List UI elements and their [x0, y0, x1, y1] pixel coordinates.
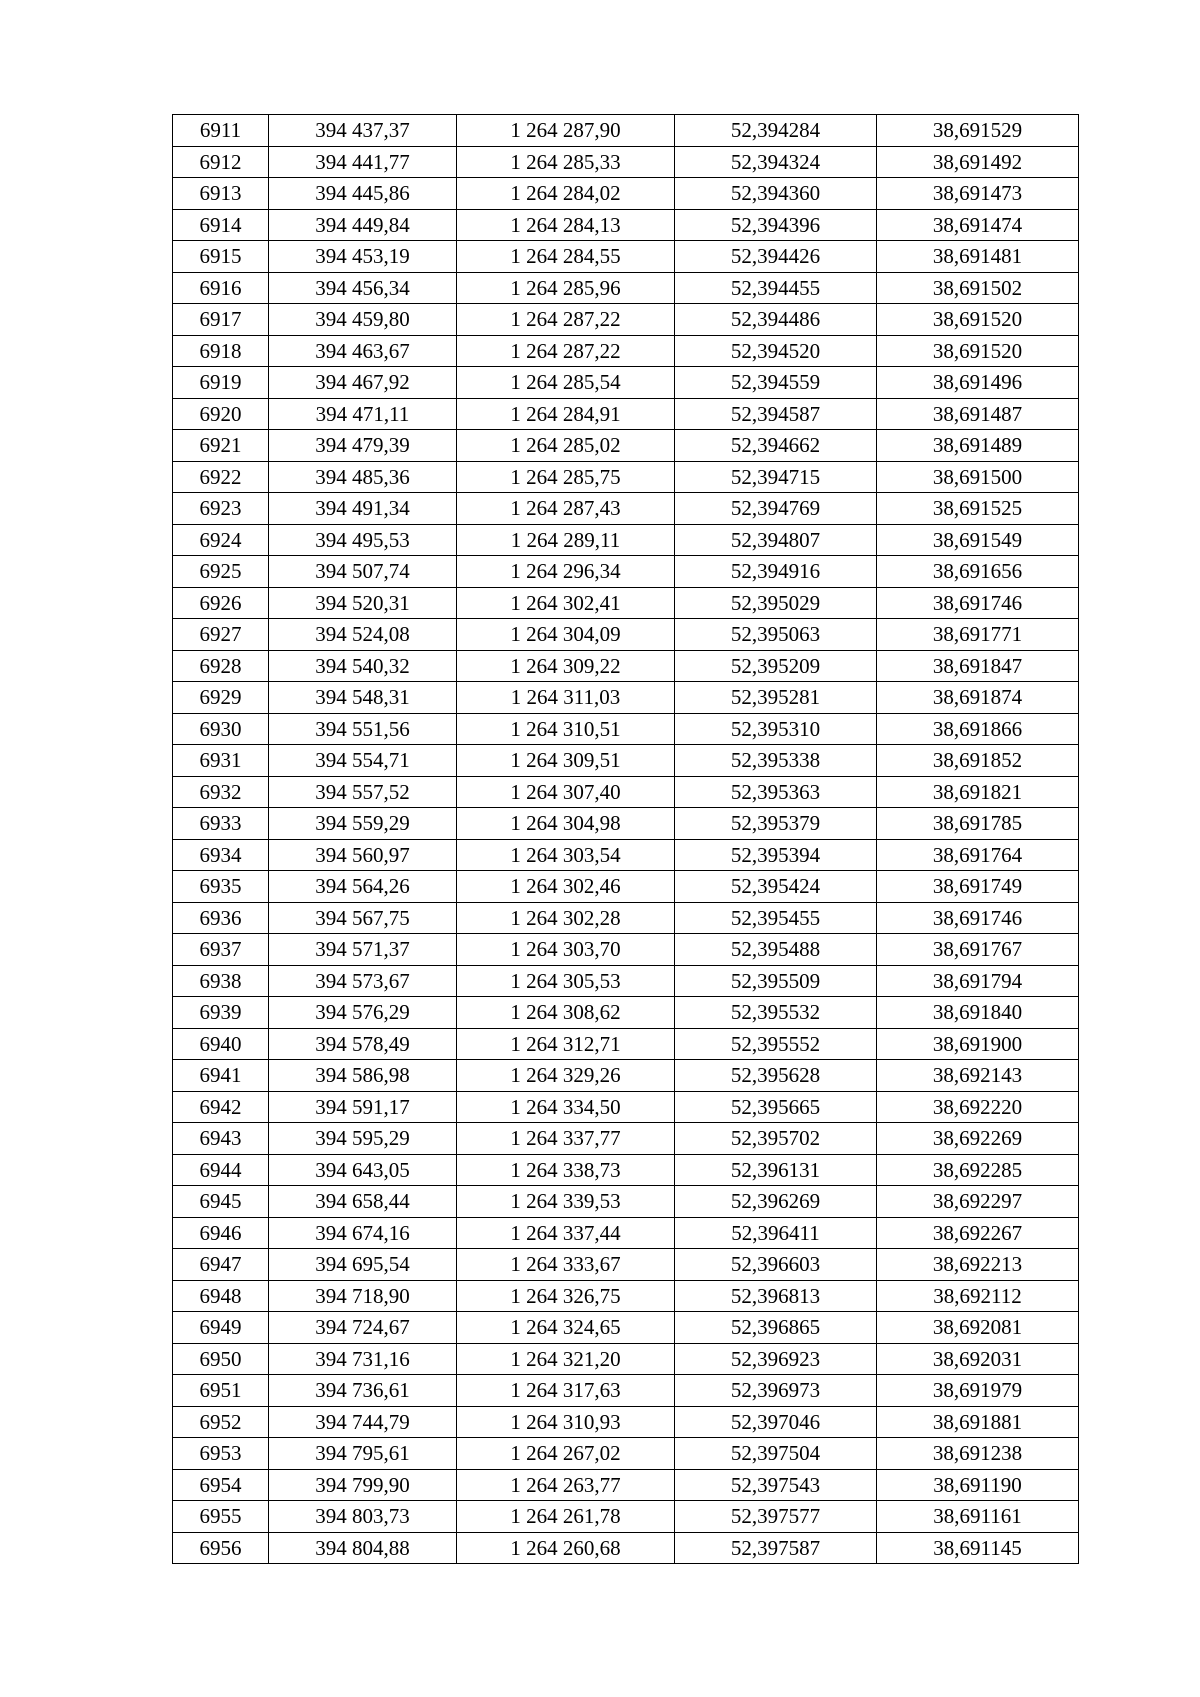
point-number-cell: 6917	[173, 304, 269, 336]
y-coordinate-cell: 1 264 326,75	[457, 1280, 675, 1312]
point-number-cell: 6930	[173, 713, 269, 745]
y-coordinate-cell: 1 264 303,70	[457, 934, 675, 966]
longitude-cell: 38,691481	[877, 241, 1079, 273]
longitude-cell: 38,691502	[877, 272, 1079, 304]
latitude-cell: 52,397504	[675, 1438, 877, 1470]
x-coordinate-cell: 394 573,67	[269, 965, 457, 997]
latitude-cell: 52,395338	[675, 745, 877, 777]
table-row	[173, 1249, 1079, 1281]
y-coordinate-cell: 1 264 337,77	[457, 1123, 675, 1155]
y-coordinate-cell: 1 264 285,54	[457, 367, 675, 399]
longitude-cell: 38,691238	[877, 1438, 1079, 1470]
latitude-cell: 52,394559	[675, 367, 877, 399]
point-number-cell: 6938	[173, 965, 269, 997]
coordinates-table	[172, 114, 1079, 1564]
y-coordinate-cell: 1 264 329,26	[457, 1060, 675, 1092]
coordinates-table-body	[173, 115, 1079, 1564]
point-number-cell: 6914	[173, 209, 269, 241]
x-coordinate-cell: 394 449,84	[269, 209, 457, 241]
table-row	[173, 965, 1079, 997]
y-coordinate-cell: 1 264 261,78	[457, 1501, 675, 1533]
longitude-cell: 38,692031	[877, 1343, 1079, 1375]
y-coordinate-cell: 1 264 287,22	[457, 335, 675, 367]
latitude-cell: 52,394520	[675, 335, 877, 367]
table-row	[173, 902, 1079, 934]
table-row	[173, 650, 1079, 682]
point-number-cell: 6945	[173, 1186, 269, 1218]
longitude-cell: 38,691900	[877, 1028, 1079, 1060]
table-row	[173, 556, 1079, 588]
table-row	[173, 178, 1079, 210]
longitude-cell: 38,691794	[877, 965, 1079, 997]
y-coordinate-cell: 1 264 302,46	[457, 871, 675, 903]
longitude-cell: 38,691492	[877, 146, 1079, 178]
point-number-cell: 6929	[173, 682, 269, 714]
table-row	[173, 241, 1079, 273]
table-row	[173, 1060, 1079, 1092]
y-coordinate-cell: 1 264 284,02	[457, 178, 675, 210]
point-number-cell: 6920	[173, 398, 269, 430]
x-coordinate-cell: 394 799,90	[269, 1469, 457, 1501]
x-coordinate-cell: 394 674,16	[269, 1217, 457, 1249]
y-coordinate-cell: 1 264 285,96	[457, 272, 675, 304]
latitude-cell: 52,395509	[675, 965, 877, 997]
latitude-cell: 52,397543	[675, 1469, 877, 1501]
longitude-cell: 38,691520	[877, 335, 1079, 367]
x-coordinate-cell: 394 445,86	[269, 178, 457, 210]
point-number-cell: 6946	[173, 1217, 269, 1249]
x-coordinate-cell: 394 467,92	[269, 367, 457, 399]
table-row	[173, 871, 1079, 903]
x-coordinate-cell: 394 795,61	[269, 1438, 457, 1470]
table-row	[173, 713, 1079, 745]
table-row	[173, 1532, 1079, 1564]
latitude-cell: 52,396131	[675, 1154, 877, 1186]
table-row	[173, 209, 1079, 241]
y-coordinate-cell: 1 264 310,93	[457, 1406, 675, 1438]
point-number-cell: 6942	[173, 1091, 269, 1123]
table-row	[173, 115, 1079, 147]
latitude-cell: 52,394455	[675, 272, 877, 304]
point-number-cell: 6921	[173, 430, 269, 462]
point-number-cell: 6923	[173, 493, 269, 525]
y-coordinate-cell: 1 264 260,68	[457, 1532, 675, 1564]
latitude-cell: 52,394769	[675, 493, 877, 525]
y-coordinate-cell: 1 264 302,41	[457, 587, 675, 619]
point-number-cell: 6919	[173, 367, 269, 399]
table-row	[173, 272, 1079, 304]
longitude-cell: 38,691473	[877, 178, 1079, 210]
x-coordinate-cell: 394 548,31	[269, 682, 457, 714]
point-number-cell: 6952	[173, 1406, 269, 1438]
table-row	[173, 1091, 1079, 1123]
point-number-cell: 6955	[173, 1501, 269, 1533]
table-row	[173, 776, 1079, 808]
longitude-cell: 38,691771	[877, 619, 1079, 651]
longitude-cell: 38,692081	[877, 1312, 1079, 1344]
point-number-cell: 6941	[173, 1060, 269, 1092]
table-row	[173, 1154, 1079, 1186]
point-number-cell: 6936	[173, 902, 269, 934]
point-number-cell: 6949	[173, 1312, 269, 1344]
y-coordinate-cell: 1 264 338,73	[457, 1154, 675, 1186]
point-number-cell: 6924	[173, 524, 269, 556]
y-coordinate-cell: 1 264 285,02	[457, 430, 675, 462]
latitude-cell: 52,394715	[675, 461, 877, 493]
table-row	[173, 335, 1079, 367]
point-number-cell: 6953	[173, 1438, 269, 1470]
y-coordinate-cell: 1 264 310,51	[457, 713, 675, 745]
table-row	[173, 1406, 1079, 1438]
longitude-cell: 38,692267	[877, 1217, 1079, 1249]
longitude-cell: 38,691529	[877, 115, 1079, 147]
x-coordinate-cell: 394 437,37	[269, 115, 457, 147]
point-number-cell: 6916	[173, 272, 269, 304]
y-coordinate-cell: 1 264 339,53	[457, 1186, 675, 1218]
latitude-cell: 52,396813	[675, 1280, 877, 1312]
x-coordinate-cell: 394 724,67	[269, 1312, 457, 1344]
table-row	[173, 367, 1079, 399]
point-number-cell: 6940	[173, 1028, 269, 1060]
table-row	[173, 997, 1079, 1029]
x-coordinate-cell: 394 491,34	[269, 493, 457, 525]
latitude-cell: 52,394807	[675, 524, 877, 556]
latitude-cell: 52,395363	[675, 776, 877, 808]
y-coordinate-cell: 1 264 303,54	[457, 839, 675, 871]
y-coordinate-cell: 1 264 289,11	[457, 524, 675, 556]
x-coordinate-cell: 394 463,67	[269, 335, 457, 367]
latitude-cell: 52,395281	[675, 682, 877, 714]
table-row	[173, 1501, 1079, 1533]
y-coordinate-cell: 1 264 284,13	[457, 209, 675, 241]
table-row	[173, 1343, 1079, 1375]
longitude-cell: 38,691549	[877, 524, 1079, 556]
latitude-cell: 52,395379	[675, 808, 877, 840]
point-number-cell: 6915	[173, 241, 269, 273]
point-number-cell: 6944	[173, 1154, 269, 1186]
longitude-cell: 38,691520	[877, 304, 1079, 336]
longitude-cell: 38,691145	[877, 1532, 1079, 1564]
longitude-cell: 38,692112	[877, 1280, 1079, 1312]
x-coordinate-cell: 394 731,16	[269, 1343, 457, 1375]
point-number-cell: 6913	[173, 178, 269, 210]
longitude-cell: 38,691525	[877, 493, 1079, 525]
point-number-cell: 6933	[173, 808, 269, 840]
longitude-cell: 38,691764	[877, 839, 1079, 871]
y-coordinate-cell: 1 264 304,09	[457, 619, 675, 651]
y-coordinate-cell: 1 264 304,98	[457, 808, 675, 840]
y-coordinate-cell: 1 264 337,44	[457, 1217, 675, 1249]
table-row	[173, 1438, 1079, 1470]
x-coordinate-cell: 394 551,56	[269, 713, 457, 745]
longitude-cell: 38,691161	[877, 1501, 1079, 1533]
x-coordinate-cell: 394 479,39	[269, 430, 457, 462]
y-coordinate-cell: 1 264 267,02	[457, 1438, 675, 1470]
longitude-cell: 38,691852	[877, 745, 1079, 777]
table-row	[173, 1123, 1079, 1155]
latitude-cell: 52,395628	[675, 1060, 877, 1092]
x-coordinate-cell: 394 554,71	[269, 745, 457, 777]
x-coordinate-cell: 394 453,19	[269, 241, 457, 273]
point-number-cell: 6935	[173, 871, 269, 903]
point-number-cell: 6912	[173, 146, 269, 178]
x-coordinate-cell: 394 507,74	[269, 556, 457, 588]
table-row	[173, 1028, 1079, 1060]
longitude-cell: 38,692213	[877, 1249, 1079, 1281]
x-coordinate-cell: 394 520,31	[269, 587, 457, 619]
x-coordinate-cell: 394 540,32	[269, 650, 457, 682]
longitude-cell: 38,691785	[877, 808, 1079, 840]
point-number-cell: 6925	[173, 556, 269, 588]
table-row	[173, 493, 1079, 525]
longitude-cell: 38,692297	[877, 1186, 1079, 1218]
x-coordinate-cell: 394 595,29	[269, 1123, 457, 1155]
x-coordinate-cell: 394 524,08	[269, 619, 457, 651]
table-row	[173, 1469, 1079, 1501]
longitude-cell: 38,691881	[877, 1406, 1079, 1438]
longitude-cell: 38,691866	[877, 713, 1079, 745]
longitude-cell: 38,691840	[877, 997, 1079, 1029]
table-row	[173, 934, 1079, 966]
latitude-cell: 52,396973	[675, 1375, 877, 1407]
point-number-cell: 6954	[173, 1469, 269, 1501]
longitude-cell: 38,692285	[877, 1154, 1079, 1186]
x-coordinate-cell: 394 576,29	[269, 997, 457, 1029]
longitude-cell: 38,692269	[877, 1123, 1079, 1155]
point-number-cell: 6943	[173, 1123, 269, 1155]
table-row	[173, 1312, 1079, 1344]
latitude-cell: 52,396923	[675, 1343, 877, 1375]
point-number-cell: 6911	[173, 115, 269, 147]
latitude-cell: 52,395702	[675, 1123, 877, 1155]
y-coordinate-cell: 1 264 287,43	[457, 493, 675, 525]
longitude-cell: 38,691821	[877, 776, 1079, 808]
x-coordinate-cell: 394 643,05	[269, 1154, 457, 1186]
x-coordinate-cell: 394 571,37	[269, 934, 457, 966]
table-row	[173, 587, 1079, 619]
x-coordinate-cell: 394 695,54	[269, 1249, 457, 1281]
latitude-cell: 52,397587	[675, 1532, 877, 1564]
point-number-cell: 6937	[173, 934, 269, 966]
table-row	[173, 1280, 1079, 1312]
longitude-cell: 38,692143	[877, 1060, 1079, 1092]
longitude-cell: 38,691847	[877, 650, 1079, 682]
latitude-cell: 52,395424	[675, 871, 877, 903]
latitude-cell: 52,396411	[675, 1217, 877, 1249]
x-coordinate-cell: 394 718,90	[269, 1280, 457, 1312]
table-row	[173, 619, 1079, 651]
y-coordinate-cell: 1 264 321,20	[457, 1343, 675, 1375]
point-number-cell: 6956	[173, 1532, 269, 1564]
latitude-cell: 52,395488	[675, 934, 877, 966]
latitude-cell: 52,396269	[675, 1186, 877, 1218]
table-row	[173, 398, 1079, 430]
y-coordinate-cell: 1 264 284,55	[457, 241, 675, 273]
x-coordinate-cell: 394 744,79	[269, 1406, 457, 1438]
table-row	[173, 146, 1079, 178]
y-coordinate-cell: 1 264 311,03	[457, 682, 675, 714]
longitude-cell: 38,691474	[877, 209, 1079, 241]
latitude-cell: 52,394396	[675, 209, 877, 241]
latitude-cell: 52,394426	[675, 241, 877, 273]
table-row	[173, 304, 1079, 336]
table-row	[173, 745, 1079, 777]
latitude-cell: 52,394486	[675, 304, 877, 336]
longitude-cell: 38,691496	[877, 367, 1079, 399]
y-coordinate-cell: 1 264 307,40	[457, 776, 675, 808]
table-row	[173, 1186, 1079, 1218]
x-coordinate-cell: 394 560,97	[269, 839, 457, 871]
latitude-cell: 52,396603	[675, 1249, 877, 1281]
longitude-cell: 38,691656	[877, 556, 1079, 588]
y-coordinate-cell: 1 264 287,22	[457, 304, 675, 336]
y-coordinate-cell: 1 264 263,77	[457, 1469, 675, 1501]
latitude-cell: 52,395394	[675, 839, 877, 871]
x-coordinate-cell: 394 557,52	[269, 776, 457, 808]
point-number-cell: 6918	[173, 335, 269, 367]
latitude-cell: 52,395209	[675, 650, 877, 682]
x-coordinate-cell: 394 567,75	[269, 902, 457, 934]
longitude-cell: 38,691874	[877, 682, 1079, 714]
table-row	[173, 1217, 1079, 1249]
latitude-cell: 52,396865	[675, 1312, 877, 1344]
longitude-cell: 38,691190	[877, 1469, 1079, 1501]
y-coordinate-cell: 1 264 308,62	[457, 997, 675, 1029]
y-coordinate-cell: 1 264 309,51	[457, 745, 675, 777]
latitude-cell: 52,395029	[675, 587, 877, 619]
latitude-cell: 52,394284	[675, 115, 877, 147]
latitude-cell: 52,394587	[675, 398, 877, 430]
point-number-cell: 6928	[173, 650, 269, 682]
x-coordinate-cell: 394 803,73	[269, 1501, 457, 1533]
y-coordinate-cell: 1 264 296,34	[457, 556, 675, 588]
y-coordinate-cell: 1 264 287,90	[457, 115, 675, 147]
y-coordinate-cell: 1 264 309,22	[457, 650, 675, 682]
table-row	[173, 839, 1079, 871]
x-coordinate-cell: 394 471,11	[269, 398, 457, 430]
longitude-cell: 38,691487	[877, 398, 1079, 430]
x-coordinate-cell: 394 441,77	[269, 146, 457, 178]
table-row	[173, 430, 1079, 462]
longitude-cell: 38,691749	[877, 871, 1079, 903]
point-number-cell: 6934	[173, 839, 269, 871]
longitude-cell: 38,691979	[877, 1375, 1079, 1407]
point-number-cell: 6951	[173, 1375, 269, 1407]
latitude-cell: 52,395063	[675, 619, 877, 651]
x-coordinate-cell: 394 658,44	[269, 1186, 457, 1218]
latitude-cell: 52,395455	[675, 902, 877, 934]
point-number-cell: 6947	[173, 1249, 269, 1281]
y-coordinate-cell: 1 264 305,53	[457, 965, 675, 997]
longitude-cell: 38,691746	[877, 902, 1079, 934]
y-coordinate-cell: 1 264 285,75	[457, 461, 675, 493]
longitude-cell: 38,692220	[877, 1091, 1079, 1123]
latitude-cell: 52,395532	[675, 997, 877, 1029]
table-row	[173, 524, 1079, 556]
point-number-cell: 6939	[173, 997, 269, 1029]
y-coordinate-cell: 1 264 302,28	[457, 902, 675, 934]
point-number-cell: 6948	[173, 1280, 269, 1312]
table-row	[173, 461, 1079, 493]
latitude-cell: 52,397046	[675, 1406, 877, 1438]
longitude-cell: 38,691767	[877, 934, 1079, 966]
y-coordinate-cell: 1 264 333,67	[457, 1249, 675, 1281]
table-row	[173, 808, 1079, 840]
y-coordinate-cell: 1 264 285,33	[457, 146, 675, 178]
point-number-cell: 6927	[173, 619, 269, 651]
x-coordinate-cell: 394 804,88	[269, 1532, 457, 1564]
longitude-cell: 38,691489	[877, 430, 1079, 462]
latitude-cell: 52,395665	[675, 1091, 877, 1123]
latitude-cell: 52,395552	[675, 1028, 877, 1060]
x-coordinate-cell: 394 564,26	[269, 871, 457, 903]
latitude-cell: 52,395310	[675, 713, 877, 745]
x-coordinate-cell: 394 485,36	[269, 461, 457, 493]
x-coordinate-cell: 394 578,49	[269, 1028, 457, 1060]
x-coordinate-cell: 394 495,53	[269, 524, 457, 556]
latitude-cell: 52,394324	[675, 146, 877, 178]
point-number-cell: 6932	[173, 776, 269, 808]
x-coordinate-cell: 394 456,34	[269, 272, 457, 304]
y-coordinate-cell: 1 264 284,91	[457, 398, 675, 430]
longitude-cell: 38,691746	[877, 587, 1079, 619]
table-row	[173, 682, 1079, 714]
point-number-cell: 6926	[173, 587, 269, 619]
point-number-cell: 6950	[173, 1343, 269, 1375]
latitude-cell: 52,394360	[675, 178, 877, 210]
point-number-cell: 6922	[173, 461, 269, 493]
latitude-cell: 52,397577	[675, 1501, 877, 1533]
y-coordinate-cell: 1 264 317,63	[457, 1375, 675, 1407]
point-number-cell: 6931	[173, 745, 269, 777]
latitude-cell: 52,394662	[675, 430, 877, 462]
y-coordinate-cell: 1 264 312,71	[457, 1028, 675, 1060]
table-row	[173, 1375, 1079, 1407]
x-coordinate-cell: 394 591,17	[269, 1091, 457, 1123]
latitude-cell: 52,394916	[675, 556, 877, 588]
longitude-cell: 38,691500	[877, 461, 1079, 493]
x-coordinate-cell: 394 559,29	[269, 808, 457, 840]
y-coordinate-cell: 1 264 334,50	[457, 1091, 675, 1123]
x-coordinate-cell: 394 459,80	[269, 304, 457, 336]
x-coordinate-cell: 394 736,61	[269, 1375, 457, 1407]
y-coordinate-cell: 1 264 324,65	[457, 1312, 675, 1344]
x-coordinate-cell: 394 586,98	[269, 1060, 457, 1092]
